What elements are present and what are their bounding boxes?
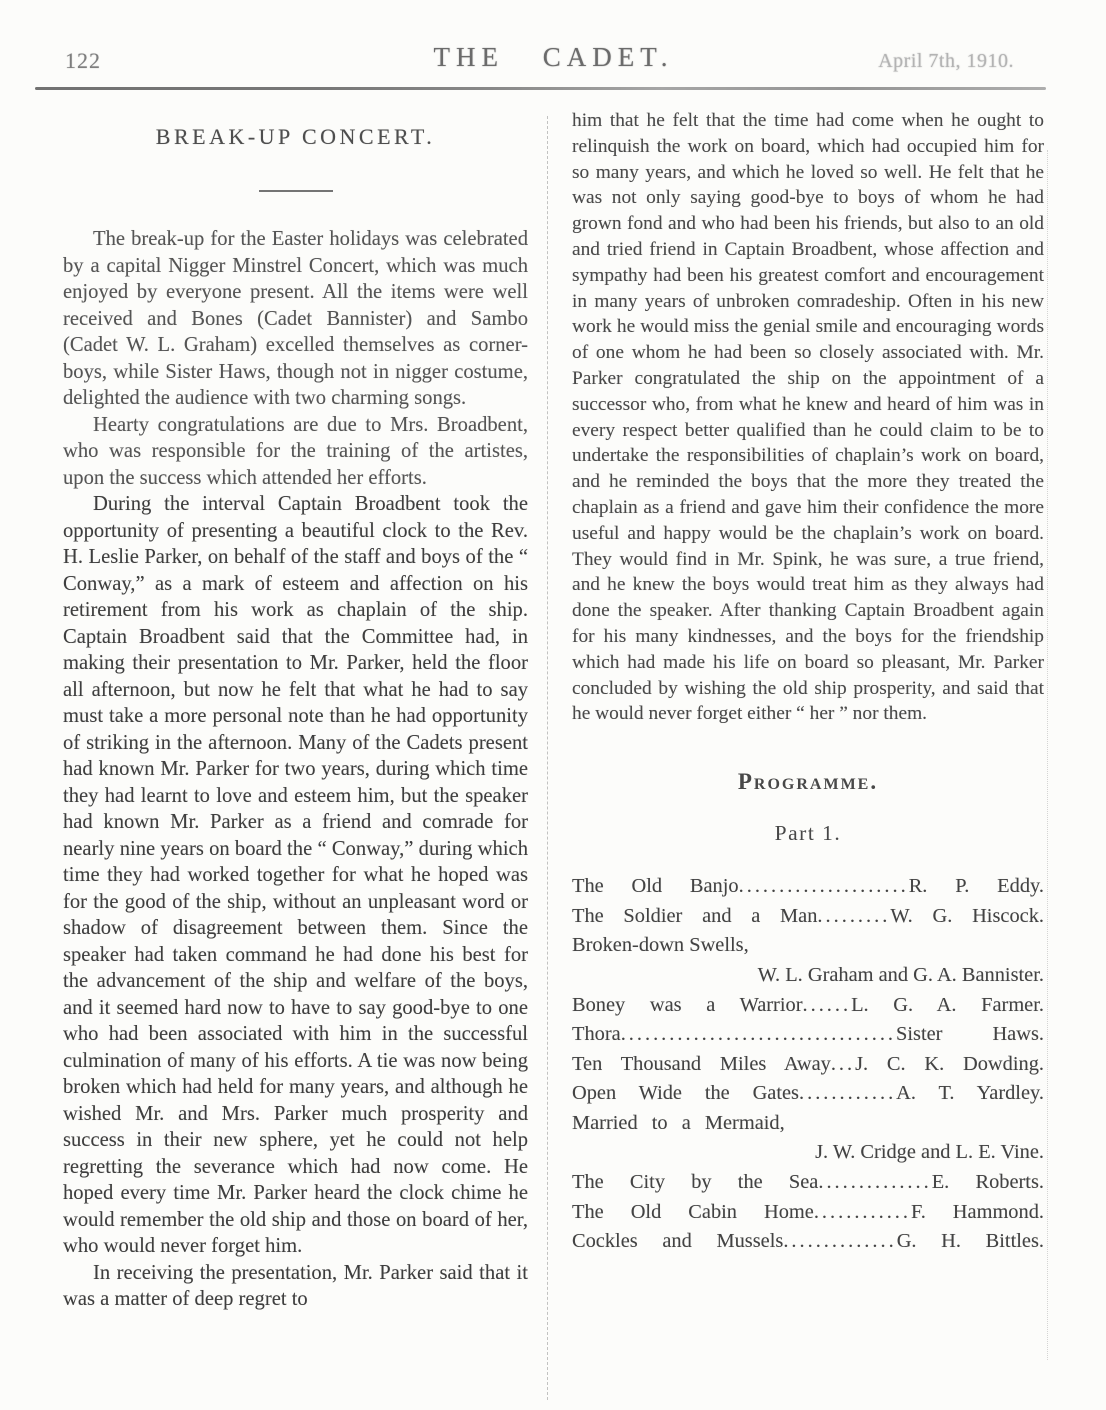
performer-name: R. P. Eddy.: [908, 875, 1044, 898]
song-title: Thora: [572, 1023, 621, 1046]
running-head: [63, 42, 1044, 82]
performer-name: W. L. Graham and G. A. Bannister.: [757, 963, 1044, 986]
song-title: Broken-down Swells,: [572, 934, 749, 957]
dot-leader: ..............: [818, 1171, 932, 1194]
programme-entry: [572, 1020, 1044, 1050]
programme-entry: [572, 1109, 1044, 1139]
header-rule: [35, 87, 1046, 90]
dot-leader: ...: [830, 1052, 856, 1075]
programme-entry: [572, 902, 1044, 932]
performer-name: E. Roberts.: [931, 1171, 1044, 1194]
song-title: Married to a Mermaid,: [572, 1111, 785, 1134]
programme-entry: [572, 1079, 1044, 1109]
article-paragraph: During the interval Captain Broadbent took the opportunity of presenting a beautiful clock to the Rev. H. Leslie Parker, on behalf of the staff and boys of the “ Conway,” as a mark of esteem and affection on his retirement from his work as chaplain of the ship. Captain Broadbent said that the Committee had, in making their presentation to Mr. Parker, held the floor all afternoon, but now he felt that what he had to say must take a more personal note than he had opportunity of striking in the afternoon. Many of the Cadets present had known Mr. Parker for two years, during which time they had learnt to love and esteem him, but the speaker had known Mr. Parker as a friend and comrade for nearly nine years on board the “ Conway,” during which time they had worked together for what he hoped was for the good of the ship, without an unpleasant word or shadow of disagreement between them. Since the speaker had taken command he had done his best for the advancement of the ship and welfare of the boys, and it seemed hard now to have to say good-bye to one who had been associated with him in the successful culmination of many of his efforts. A tie was now being broken which had held for many years, and although he wished Mr. and Mrs. Parker much prosperity and success in their new sphere, yet he could not help regretting the severance which had now come. He hoped every time Mr. Parker heard the clock chime he would remember the old ship and those on board of her, who would never forget him.: [63, 493, 528, 1257]
article-title: BREAK-UP CONCERT.: [155, 124, 436, 149]
programme-entry: [572, 931, 1044, 961]
song-title: The Old Cabin Home: [572, 1200, 814, 1223]
dot-leader: ..................................: [620, 1023, 897, 1046]
programme-part-label: Part 1.: [774, 821, 842, 846]
song-title: Cockles and Mussels: [572, 1230, 784, 1253]
performer-name: G. H. Bittles.: [896, 1230, 1044, 1253]
left-column: [63, 108, 528, 1313]
scan-edge-artifact: [1047, 150, 1048, 1360]
article-paragraph: In receiving the presentation, Mr. Parker said that it was a matter of deep regret to: [63, 1261, 528, 1310]
programme-entry: [572, 872, 1044, 902]
performer-name: Sister Haws.: [896, 1023, 1044, 1046]
issue-date: April 7th, 1910.: [878, 50, 1014, 72]
right-column: [572, 108, 1044, 1313]
article-paragraph: The break-up for the Easter holidays was celebrated by a capital Nigger Minstrel Concert, which was much enjoyed by everyone present. All the items were well received and Bones (Cadet Bannister) and Sambo (Cadet W. L. Graham) excelled themselves as corner-boys, while Sister Haws, though not in nigger costume, delighted the audience with two charming songs.: [63, 228, 528, 409]
page-content: [63, 108, 1044, 1313]
programme-entry: [572, 1168, 1044, 1198]
programme-entry-performers: [572, 1138, 1044, 1168]
programme-list: [572, 872, 1044, 1257]
dot-leader: ............: [813, 1200, 911, 1223]
masthead-title: THE CADET.: [433, 42, 674, 72]
performer-name: W. G. Hiscock.: [890, 904, 1044, 927]
song-title: The Old Banjo: [572, 875, 739, 898]
song-title: Boney was a Warrior: [572, 993, 803, 1016]
dot-leader: ..............: [783, 1230, 897, 1253]
performer-name: L. G. A. Farmer.: [851, 993, 1044, 1016]
dot-leader: .........: [817, 904, 891, 927]
dot-leader: ............: [799, 1082, 897, 1105]
programme-entry: [572, 1198, 1044, 1228]
title-rule: [259, 190, 333, 192]
performer-name: F. Hammond.: [911, 1200, 1044, 1223]
dot-leader: ......: [802, 993, 852, 1016]
performer-name: A. T. Yardley.: [896, 1082, 1044, 1105]
performer-name: J. C. K. Dowding.: [855, 1052, 1044, 1075]
song-title: The Soldier and a Man: [572, 904, 818, 927]
page-number: 122: [65, 48, 101, 73]
programme-entry: [572, 1227, 1044, 1257]
performer-name: J. W. Cridge and L. E. Vine.: [815, 1141, 1044, 1164]
programme-entry: [572, 1050, 1044, 1080]
article-paragraph: Hearty congratulations are due to Mrs. Broadbent, who was responsible for the training of the artistes, upon the success which attended her efforts.: [63, 413, 528, 489]
programme-entry-performers: [572, 961, 1044, 991]
song-title: Open Wide the Gates: [572, 1082, 799, 1105]
programme-heading: Programme.: [737, 769, 879, 795]
song-title: Ten Thousand Miles Away: [572, 1052, 831, 1075]
programme-entry: [572, 991, 1044, 1021]
song-title: The City by the Sea: [572, 1171, 819, 1194]
article-paragraph-continuation: him that he felt that the time had come when he ought to relinquish the work on board, which had occupied him for so many years, and which he loved so well. He felt that he was not only saying good-bye to boys of whom he had grown fond and who had been his friends, but also to an old and tried friend in Captain Broadbent, whose affection and sympathy had been his greatest comfort and encouragement in many years of unbroken comradeship. Often in his new work he would miss the genial smile and encouraging words of one whom he had been so closely associated with. Mr. Parker congratulated the ship on the appointment of a successor who, from what he knew and heard of him was in every respect better qualified than he could claim to be to undertake the responsibilities of chaplain’s work on board, and he reminded the boys that the more they treated the chaplain as a friend and gave him their confidence the more useful and happy would be the chaplain’s work on board. They would find in Mr. Spink, he was sure, a true friend, and he knew the boys would treat him as they always had done the speaker. After thanking Captain Broadbent again for his many kindnesses, and the boys for the friendship which had made his life on board so pleasant, Mr. Parker concluded by wishing the old ship prosperity, and said that he would never forget either “ her ” nor them.: [572, 110, 1044, 725]
dot-leader: .....................: [738, 875, 909, 898]
